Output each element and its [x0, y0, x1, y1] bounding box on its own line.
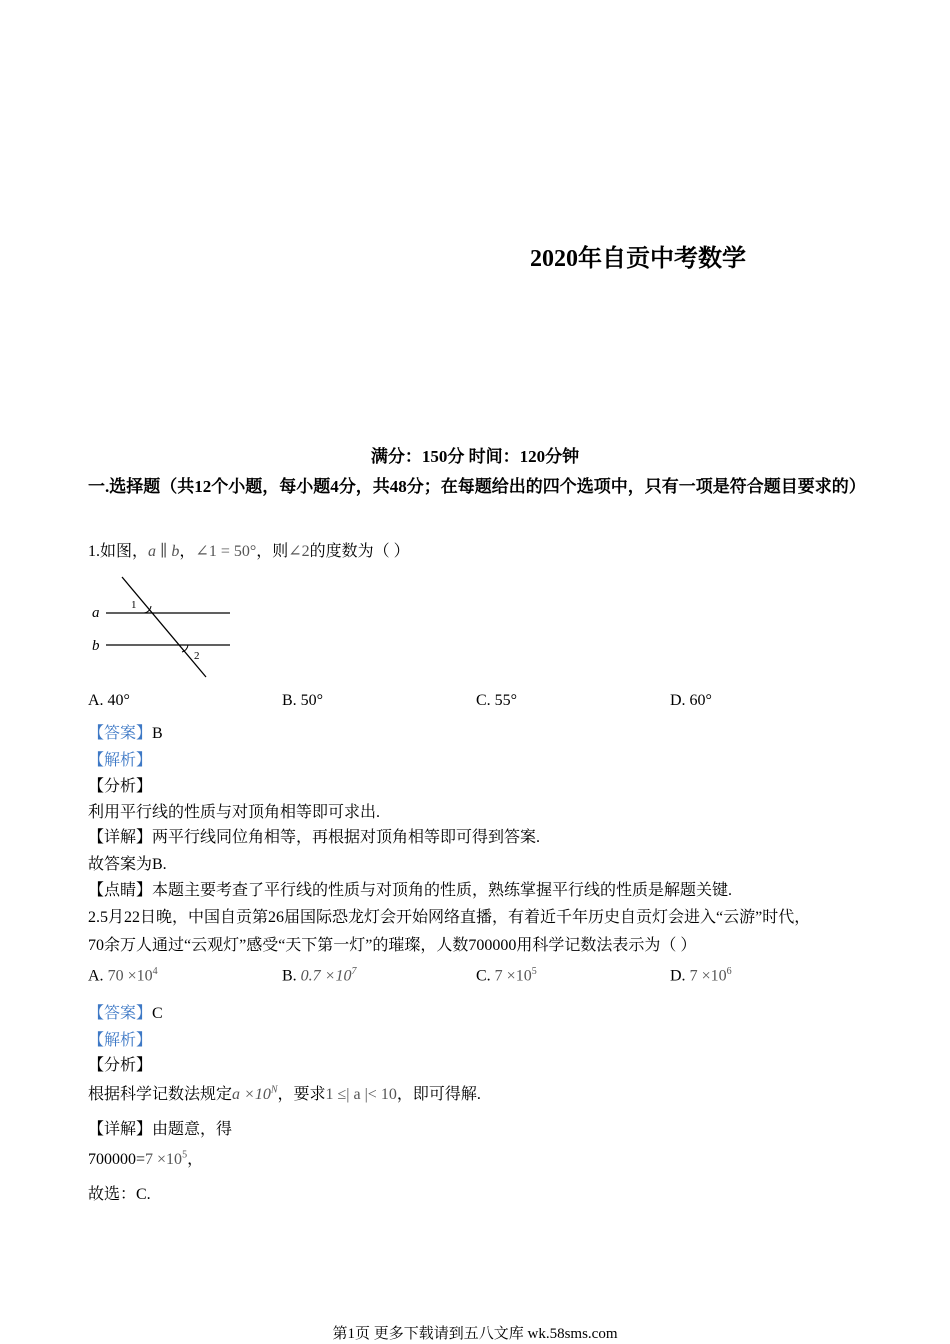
- q1-fenxi-tag: 【分析】: [88, 778, 153, 795]
- q1-dianjing: [88, 877, 732, 900]
- q2-option-b: [282, 966, 356, 985]
- detail-text: 由题意，得: [152, 1121, 233, 1138]
- calc-suffix: ，: [187, 1151, 204, 1168]
- q2-detail: [88, 1116, 232, 1139]
- opt-exp: 5: [531, 966, 537, 977]
- q1-option-d: D. 60°: [670, 692, 712, 709]
- opt-exp: 6: [726, 966, 732, 977]
- q2-analysis-tag: 【解析】: [88, 1032, 153, 1049]
- label-a: a: [92, 605, 100, 621]
- opt-base: 70 ×10: [107, 967, 153, 985]
- calc-exp: 5: [182, 1149, 188, 1161]
- page-footer: 第1页 更多下载请到五八文库 wk.58sms.com: [332, 1326, 618, 1342]
- opt-letter: A.: [88, 967, 104, 985]
- opt-base: 7 ×10: [494, 967, 532, 985]
- q2-answer: [88, 1000, 163, 1023]
- q1-stem: [88, 538, 410, 561]
- fenxi-mid: ，要求: [277, 1086, 326, 1103]
- section-heading: 一.选择题（共12个小题，每小题4分，共48分；在每题给出的四个选项中，只有一项是符合题目要求的）: [88, 477, 866, 496]
- label-1: 1: [131, 599, 137, 611]
- q2-fenxi-tag: 【分析】: [88, 1057, 153, 1074]
- opt-base: 7 ×10: [689, 967, 727, 985]
- opt-letter: B.: [282, 967, 297, 985]
- q2-choose: 故选：C.: [88, 1186, 151, 1203]
- q2-stem-line2: 70余万人通过“云观灯”感受“天下第一灯”的璀璨，人数700000用科学记数法表示为（ ）: [88, 937, 697, 954]
- q1-cond-angle: ∠1 = 50°: [195, 543, 257, 560]
- label-2: 2: [194, 650, 200, 662]
- fenxi-exp: N: [270, 1084, 278, 1096]
- fenxi-suffix: ，即可得解.: [396, 1086, 481, 1103]
- q1-stem-mid: ，则: [256, 543, 289, 560]
- dianjing-tag: 【点睛】: [88, 882, 153, 899]
- q1-target-angle: ∠2: [288, 543, 310, 560]
- exam-meta: 满分：150分 时间：120分钟: [370, 447, 580, 466]
- q2-option-a: [88, 966, 158, 985]
- detail-tag: 【详解】: [88, 829, 153, 846]
- q1-answer: [88, 720, 163, 743]
- page-title: 2020年自贡中考数学: [530, 246, 746, 272]
- q1-detail: [88, 824, 540, 847]
- q1-fenxi-text: 利用平行线的性质与对顶角相等即可求出.: [88, 804, 381, 821]
- q2-fenxi-text: [88, 1081, 481, 1104]
- detail-tag: 【详解】: [88, 1121, 153, 1138]
- opt-exp: 7: [351, 966, 357, 977]
- opt-base: 0.7 ×10: [300, 967, 352, 985]
- q1-figure: [88, 572, 238, 682]
- fenxi-prefix: 根据科学记数法规定: [88, 1086, 233, 1103]
- q1-stem-suffix: 的度数为（ ）: [309, 543, 410, 560]
- q1-conclusion: 故答案为B.: [88, 856, 167, 873]
- q1-sep: ，: [179, 543, 196, 560]
- calc-prefix: 700000=: [88, 1151, 146, 1168]
- fenxi-inequality: 1 ≤| a |< 10: [325, 1086, 397, 1103]
- q1-option-a: A. 40°: [88, 692, 130, 709]
- q1-cond-parallel: a ∥ b: [148, 543, 180, 560]
- q2-stem-line1: 2.5月22日晚，中国自贡第26届国际恐龙灯会开始网络直播，有着近千年历史自贡灯会进入“云游”时代，: [88, 909, 811, 926]
- opt-exp: 4: [152, 966, 158, 977]
- answer-tag: 【答案】: [88, 725, 153, 742]
- label-b: b: [92, 638, 100, 654]
- dianjing-text: 本题主要考查了平行线的性质与对顶角的性质，熟练掌握平行线的性质是解题关键.: [152, 882, 733, 899]
- detail-text: 两平行线同位角相等，再根据对顶角相等即可得到答案.: [152, 829, 541, 846]
- q1-option-b: B. 50°: [282, 692, 324, 709]
- calc-math: 7 ×10: [145, 1151, 183, 1168]
- answer-value: C: [152, 1005, 163, 1022]
- fenxi-math: a ×10: [232, 1086, 271, 1103]
- transversal: [122, 577, 206, 677]
- opt-letter: C.: [476, 967, 491, 985]
- q2-option-c: [476, 966, 537, 985]
- q1-stem-prefix: 1.如图，: [88, 543, 149, 560]
- answer-tag: 【答案】: [88, 1005, 153, 1022]
- q1-option-c: C. 55°: [476, 692, 518, 709]
- opt-letter: D.: [670, 967, 686, 985]
- answer-value: B: [152, 725, 163, 742]
- q2-calc: [88, 1146, 203, 1169]
- q1-analysis-tag: 【解析】: [88, 752, 153, 769]
- q2-option-d: [670, 966, 732, 985]
